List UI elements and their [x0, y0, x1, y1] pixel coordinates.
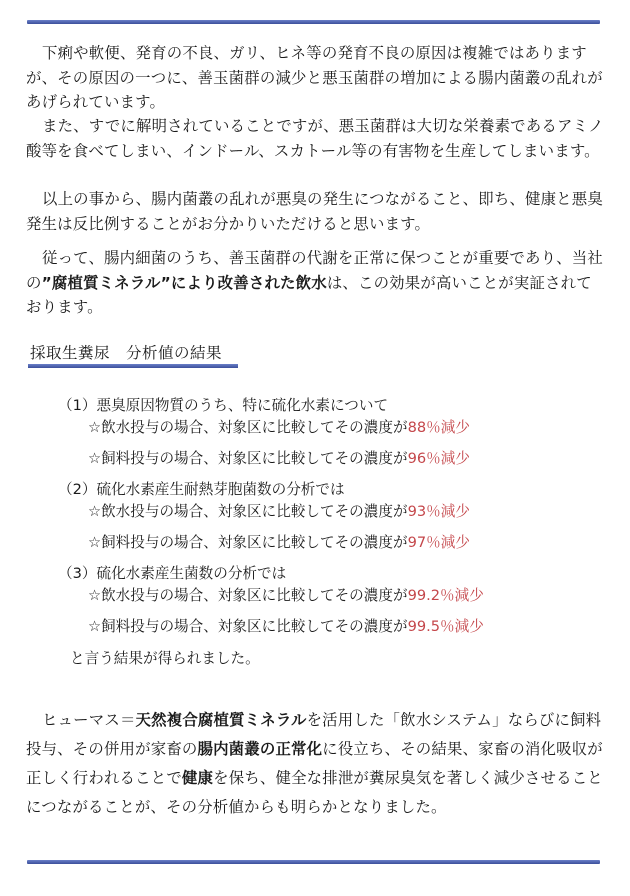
- final-paragraph: [26, 706, 604, 822]
- section-heading-underline: [28, 364, 238, 368]
- result-item-value: 99.2％減少: [407, 587, 484, 604]
- final-emphasis-1: 天然複合腐植質ミネラル: [135, 711, 307, 729]
- final-emphasis-2: 腸内菌叢の正常化: [197, 740, 323, 758]
- result-group-title: （1）悪臭原因物質のうち、特に硫化水素について: [58, 397, 389, 414]
- result-item-text: ☆飲水投与の場合、対象区に比較してその濃度が: [88, 419, 408, 436]
- result-item: [58, 448, 598, 470]
- top-divider: [27, 20, 600, 24]
- paragraph-4-text-before: 従って、腸内細菌のうち、善玉菌群の代謝を正常に保つことが重要であり、当社の: [26, 249, 603, 292]
- paragraph-4-emphasis: ”腐植質ミネラル”により改善された飲水: [41, 273, 327, 292]
- result-item-text: ☆飼料投与の場合、対象区に比較してその濃度が: [88, 534, 408, 551]
- result-group-1: [58, 395, 598, 470]
- paragraph-1: [26, 41, 604, 115]
- result-item: [58, 501, 598, 523]
- final-emphasis-3: 健康: [181, 769, 214, 787]
- result-item: [58, 585, 598, 607]
- paragraph-3: [26, 187, 604, 236]
- result-group-2: [58, 479, 598, 554]
- result-item: [58, 417, 598, 439]
- results-list: [58, 395, 598, 670]
- final-text-4: を保ち、健全な排泄が糞尿臭気を著しく減少させることにつながることが、その分析値からも明らかとなりました。: [26, 769, 603, 816]
- paragraph-3-text: 以上の事から、腸内菌叢の乱れが悪臭の発生につながること、即ち、健康と悪臭発生は反比例することがお分かりいただけると思います。: [26, 190, 603, 233]
- result-item: [58, 616, 598, 638]
- result-item-value: 93％減少: [407, 503, 470, 520]
- result-item-value: 88％減少: [407, 419, 470, 436]
- paragraph-4-text-after: は、この効果が高いことが実証されております。: [26, 273, 592, 316]
- result-item-text: ☆飲水投与の場合、対象区に比較してその濃度が: [88, 587, 408, 604]
- paragraph-1-text: 下痢や軟便、発育の不良、ガリ、ヒネ等の発育不良の原因は複雑ではありますが、その原因の一つに、善玉菌群の減少と悪玉菌群の増加による腸内菌叢の乱れがあげられています。: [26, 44, 603, 111]
- result-item-value: 97％減少: [407, 534, 470, 551]
- paragraph-4: [26, 246, 604, 320]
- result-item-text: ☆飲水投与の場合、対象区に比較してその濃度が: [88, 503, 408, 520]
- final-text-3: に役立ち、その結果、家畜の消化吸収が正しく行われることで: [26, 740, 603, 787]
- paragraph-2-text: また、すでに解明されていることですが、悪玉菌群は大切な栄養素であるアミノ酸等を食べてしまい、インドール、スカトール等の有害物を生産してしまいます。: [26, 117, 604, 160]
- result-group-3: [58, 563, 598, 638]
- paragraph-2: [26, 114, 604, 163]
- result-group-title: （3）硫化水素産生菌数の分析では: [58, 565, 287, 582]
- results-conclusion: と言う結果が得られました。: [70, 650, 260, 667]
- result-item-text: ☆飼料投与の場合、対象区に比較してその濃度が: [88, 450, 408, 467]
- result-item: [58, 532, 598, 554]
- result-group-title: （2）硫化水素産生耐熱芽胞菌数の分析では: [58, 481, 345, 498]
- result-item-value: 96％減少: [407, 450, 470, 467]
- result-item-value: 99.5％減少: [407, 618, 484, 635]
- result-item-text: ☆飼料投与の場合、対象区に比較してその濃度が: [88, 618, 408, 635]
- final-text-2: を活用した「飲水システム」ならびに飼料投与、その併用が家畜の: [26, 711, 602, 758]
- bottom-divider: [27, 860, 600, 864]
- section-heading: 採取生糞尿 分析値の結果: [30, 344, 223, 362]
- final-text-1: ヒューマス＝: [42, 711, 136, 729]
